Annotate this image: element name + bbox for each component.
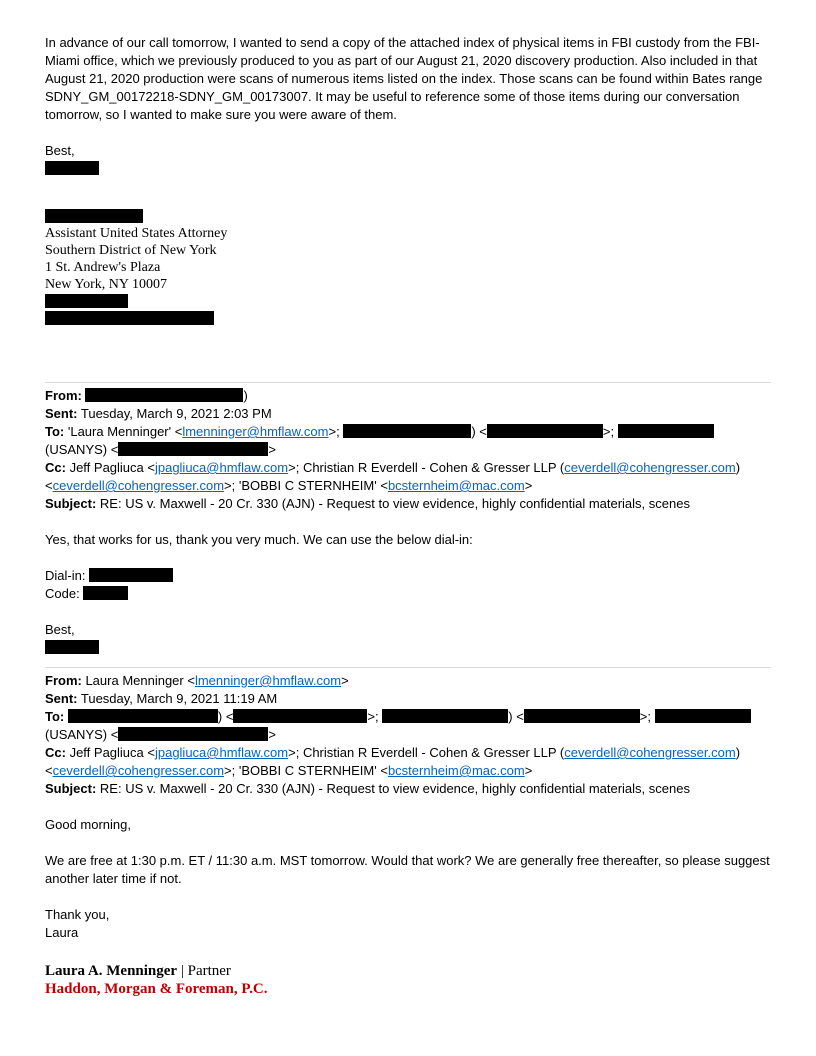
email-link[interactable]: ceverdell@cohengresser.com [52,763,225,778]
redaction-block [524,709,640,723]
email1-cc-cont: <ceverdell@cohengresser.com>; 'BOBBI C STERNHEIM' <bcsternheim@mac.com> [45,478,533,493]
email-link[interactable]: jpagliuca@hmflaw.com [154,460,289,475]
redaction-block [233,709,367,723]
redaction-block [85,388,243,402]
email-document [45,34,771,998]
redaction-block [68,709,218,723]
signature-office: Southern District of New York [45,243,217,258]
email2-greeting: Good morning, [45,817,131,832]
email-link[interactable]: lmenninger@hmflaw.com [182,424,329,439]
email-link[interactable]: lmenninger@hmflaw.com [194,673,342,688]
redaction-block [45,311,214,325]
redaction-block [89,568,173,582]
email1-code: Code: [45,585,771,603]
email2-sent: Sent: Tuesday, March 9, 2021 11:19 AM [45,691,278,706]
email2-to: To: ) < >; ) < >; [45,708,771,726]
signature-title: Assistant United States Attorney [45,226,228,241]
email1-to: To: 'Laura Menninger' <lmenninger@hmflaw.com>; ) < >; [45,423,771,441]
email1-dialin: Dial-in: [45,567,771,585]
email-link[interactable]: bcsternheim@mac.com [387,478,525,493]
redaction-block [118,442,268,456]
redaction-block [45,294,128,308]
signature-address2: New York, NY 10007 [45,277,167,292]
email1-from: From: ) [45,388,248,403]
email1-to-cont: (USANYS) < > [45,442,276,457]
email2-from: From: Laura Menninger <lmenninger@hmflaw.com> [45,673,349,688]
redaction-block [45,161,99,175]
email-link[interactable]: ceverdell@cohengresser.com [564,745,736,760]
email1-closing: Best, [45,622,75,637]
email1-cc: Cc: Jeff Pagliuca <jpagliuca@hmflaw.com>; Christian R Everdell - Cohen & Gresser LLP (ceverdell@cohengresser.com) [45,460,741,475]
email1-sent: Sent: Tuesday, March 9, 2021 2:03 PM [45,406,272,421]
email-link[interactable]: ceverdell@cohengresser.com [52,478,225,493]
redaction-block [45,209,143,223]
email2-cc-cont: <ceverdell@cohengresser.com>; 'BOBBI C STERNHEIM' <bcsternheim@mac.com> [45,763,533,778]
email1-subject: Subject: RE: US v. Maxwell - 20 Cr. 330 (AJN) - Request to view evidence, highly confidential materials, scenes [45,496,690,511]
redaction-block [45,640,99,654]
email2-body: We are free at 1:30 p.m. ET / 11:30 a.m. MST tomorrow. Would that work? We are generally free thereafter, so please suggest another later time if not. [45,853,770,886]
intro-paragraph: In advance of our call tomorrow, I wanted to send a copy of the attached index of physical items in FBI custody from the FBI-Miami office, which we previously produced to you as part of our August 21, 2020 discovery production. Also included in that August 21, 2020 production were scans of numerous items listed on the index. Those scans can be found within Bates range SDNY_GM_00172218-SDNY_GM_00173007. It may be useful to reference some of those items during our conversation tomorrow, so I wanted to make sure you were aware of them. [45,35,763,122]
email2-to-cont: (USANYS) < > [45,727,276,742]
email2-signature-name: Laura A. Menninger | Partner [45,963,231,979]
email2-thanks: Thank you, [45,907,110,922]
email-link[interactable]: bcsternheim@mac.com [387,763,525,778]
email2-subject: Subject: RE: US v. Maxwell - 20 Cr. 330 (AJN) - Request to view evidence, highly confidential materials, scenes [45,781,690,796]
email2-cc: Cc: Jeff Pagliuca <jpagliuca@hmflaw.com>; Christian R Everdell - Cohen & Gresser LLP (ceverdell@cohengresser.com) [45,745,741,760]
redaction-block [618,424,714,438]
redaction-block [487,424,603,438]
email2-name: Laura [45,925,79,940]
redaction-block [118,727,268,741]
redaction-block [83,586,128,600]
signature-address1: 1 St. Andrew's Plaza [45,260,161,275]
email1-body: Yes, that works for us, thank you very much. We can use the below dial-in: [45,532,473,547]
email-link[interactable]: jpagliuca@hmflaw.com [154,745,289,760]
redaction-block [382,709,508,723]
email-link[interactable]: ceverdell@cohengresser.com [564,460,736,475]
redaction-block [655,709,751,723]
closing-best: Best, [45,143,75,158]
redaction-block [343,424,471,438]
email2-firm-name: Haddon, Morgan & Foreman, P.C. [45,981,268,997]
